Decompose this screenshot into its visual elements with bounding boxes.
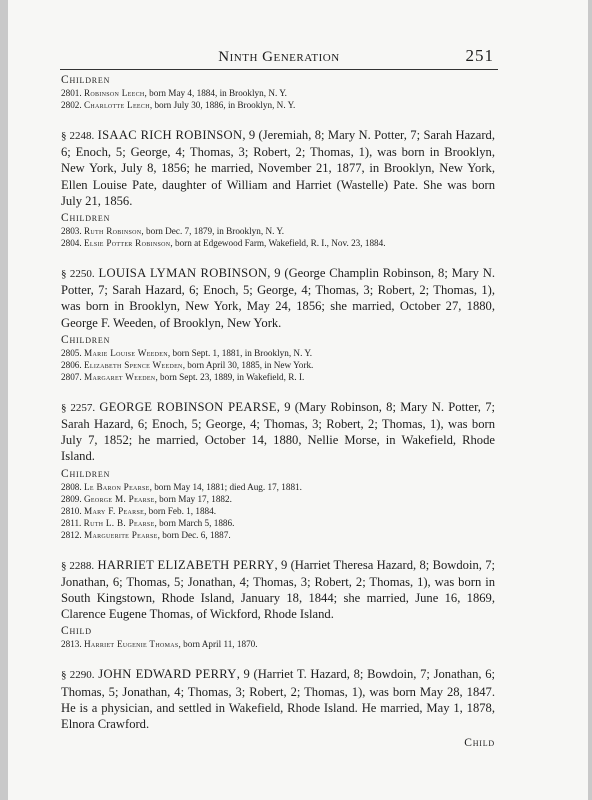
child-line: 2804. Elsie Potter Robinson, born at Edgewood Farm, Wakefield, R. I., Nov. 23, 1884. [61, 238, 386, 249]
entry-paragraph [61, 399, 495, 465]
entry-paragraph [61, 127, 495, 209]
child-line: 2813. Harriet Eugenie Thomas, born April 11, 1870. [61, 639, 258, 650]
page-number: 251 [465, 46, 494, 65]
section-number: § 2290. [61, 669, 95, 682]
header-rule [60, 69, 498, 70]
entry-text: , 9 (Harriet T. Hazard, 8; Bowdoin, 7; Jonathan, 6; Thomas, 5; Jonathan, 4; Thomas, 3; Robert, 2; Thomas, 1), was born May 28, 1847. He is a physician, and settled in Wakefield, Rhode Island. He married, May 1, 1878, Elnora Crawford. [61, 667, 496, 732]
child-line: 2801. Robinson Leech, born May 4, 1884, in Brooklyn, N. Y. [61, 88, 287, 98]
book-page [8, 0, 588, 800]
child-line: 2810. Mary F. Pearse, born Feb. 1, 1884. [61, 505, 217, 516]
entry-paragraph [61, 666, 495, 732]
section-number: § 2257. [61, 401, 96, 414]
entry-text: , 9 (Harriet Theresa Hazard, 8; Bowdoin, 7; Jonathan, 6; Thomas, 5; Jonathan, 4; Thomas, 3; Robert, 2; Thomas, 1), was born in South Kingstown, Rhode Island, January 18, 1844; she married, June 16, 1869, Clarence Eugene Thomas, of Wickford, Rhode Island. [61, 557, 496, 622]
child-line: 2809. George M. Pearse, born May 17, 1882. [61, 493, 232, 504]
entry-text: , 9 (Jeremiah, 8; Mary N. Potter, 7; Sarah Hazard, 6; Enoch, 5; George, 4; Thomas, 3; Robert, 2; Thomas, 1), was born in Brooklyn, New York, July 8, 1856; he married, November 21, 1877, in Brooklyn, New York, Ellen Louise Pate, daughter of William and Harriet (Wastelle) Pate. She was born July 21, 1856. [61, 128, 496, 208]
child-line: 2811. Ruth L. B. Pearse, born March 5, 1886. [61, 517, 235, 528]
child-line: 2803. Ruth Robinson, born Dec. 7, 1879, in Brooklyn, N. Y. [61, 226, 285, 237]
running-title: Ninth Generation [218, 49, 340, 65]
child-line: 2812. Marguerite Pearse, born Dec. 6, 1887. [61, 529, 231, 540]
child-heading: Child [464, 737, 495, 750]
entry-2250 [61, 265, 495, 383]
person-name: ISAAC RICH ROBINSON [97, 128, 243, 142]
child-line: 2808. Le Baron Pearse, born May 14, 1881; died Aug. 17, 1881. [61, 481, 302, 492]
person-name: HARRIET ELIZABETH PERRY [97, 557, 275, 572]
entry-text: , 9 (George Champlin Robinson, 8; Mary N. Potter, 7; Sarah Hazard, 6; Enoch, 5; George, 4; Thomas, 3; Robert, 2; Thomas, 1), was born in Brooklyn, New York, May 24, 1856; she married, October 27, 1880, George F. Weeden, of Brooklyn, New York. [61, 266, 496, 330]
section-number: § 2288. [61, 559, 95, 572]
children-heading: Children [61, 74, 111, 86]
child-line: 2805. Marie Louise Weeden, born Sept. 1, 1881, in Brooklyn, N. Y. [61, 347, 313, 358]
children-heading: Children [61, 333, 111, 346]
section-number: § 2250. [61, 268, 95, 281]
child-line: 2806. Elizabeth Spence Weeden, born April 30, 1885, in New York. [61, 359, 314, 370]
entry-2248 [61, 127, 495, 249]
child-line: 2802. Charlotte Leech, born July 30, 1886, in Brooklyn, N. Y. [61, 100, 296, 110]
children-heading: Children [61, 467, 111, 480]
page-content [61, 74, 495, 750]
child-line: 2807. Margaret Weeden, born Sept. 23, 1889, in Wakefield, R. I. [61, 371, 305, 382]
entry-2288 [61, 557, 495, 651]
entry-paragraph [61, 265, 495, 331]
entry-2257 [61, 399, 495, 541]
entry-paragraph [61, 557, 495, 623]
person-name: GEORGE ROBINSON PEARSE [99, 399, 277, 414]
person-name: LOUISA LYMAN ROBINSON [98, 266, 268, 281]
children-heading: Children [61, 212, 111, 225]
entry-2290 [61, 666, 495, 750]
person-name: JOHN EDWARD PERRY [98, 667, 237, 682]
running-header [60, 46, 498, 68]
section-number: § 2248. [61, 130, 95, 142]
entry-text: , 9 (Mary Robinson, 8; Mary N. Potter, 7; Sarah Hazard, 6; Enoch, 5; George, 4; Thomas, 3; Robert, 2; Thomas, 1), was born July 7, 1852; he married, October 14, 1880, Nellie Morse, in Wakefield, Rhode Island. [61, 399, 495, 464]
entry-continuation [61, 74, 495, 111]
child-heading: Child [61, 625, 92, 638]
